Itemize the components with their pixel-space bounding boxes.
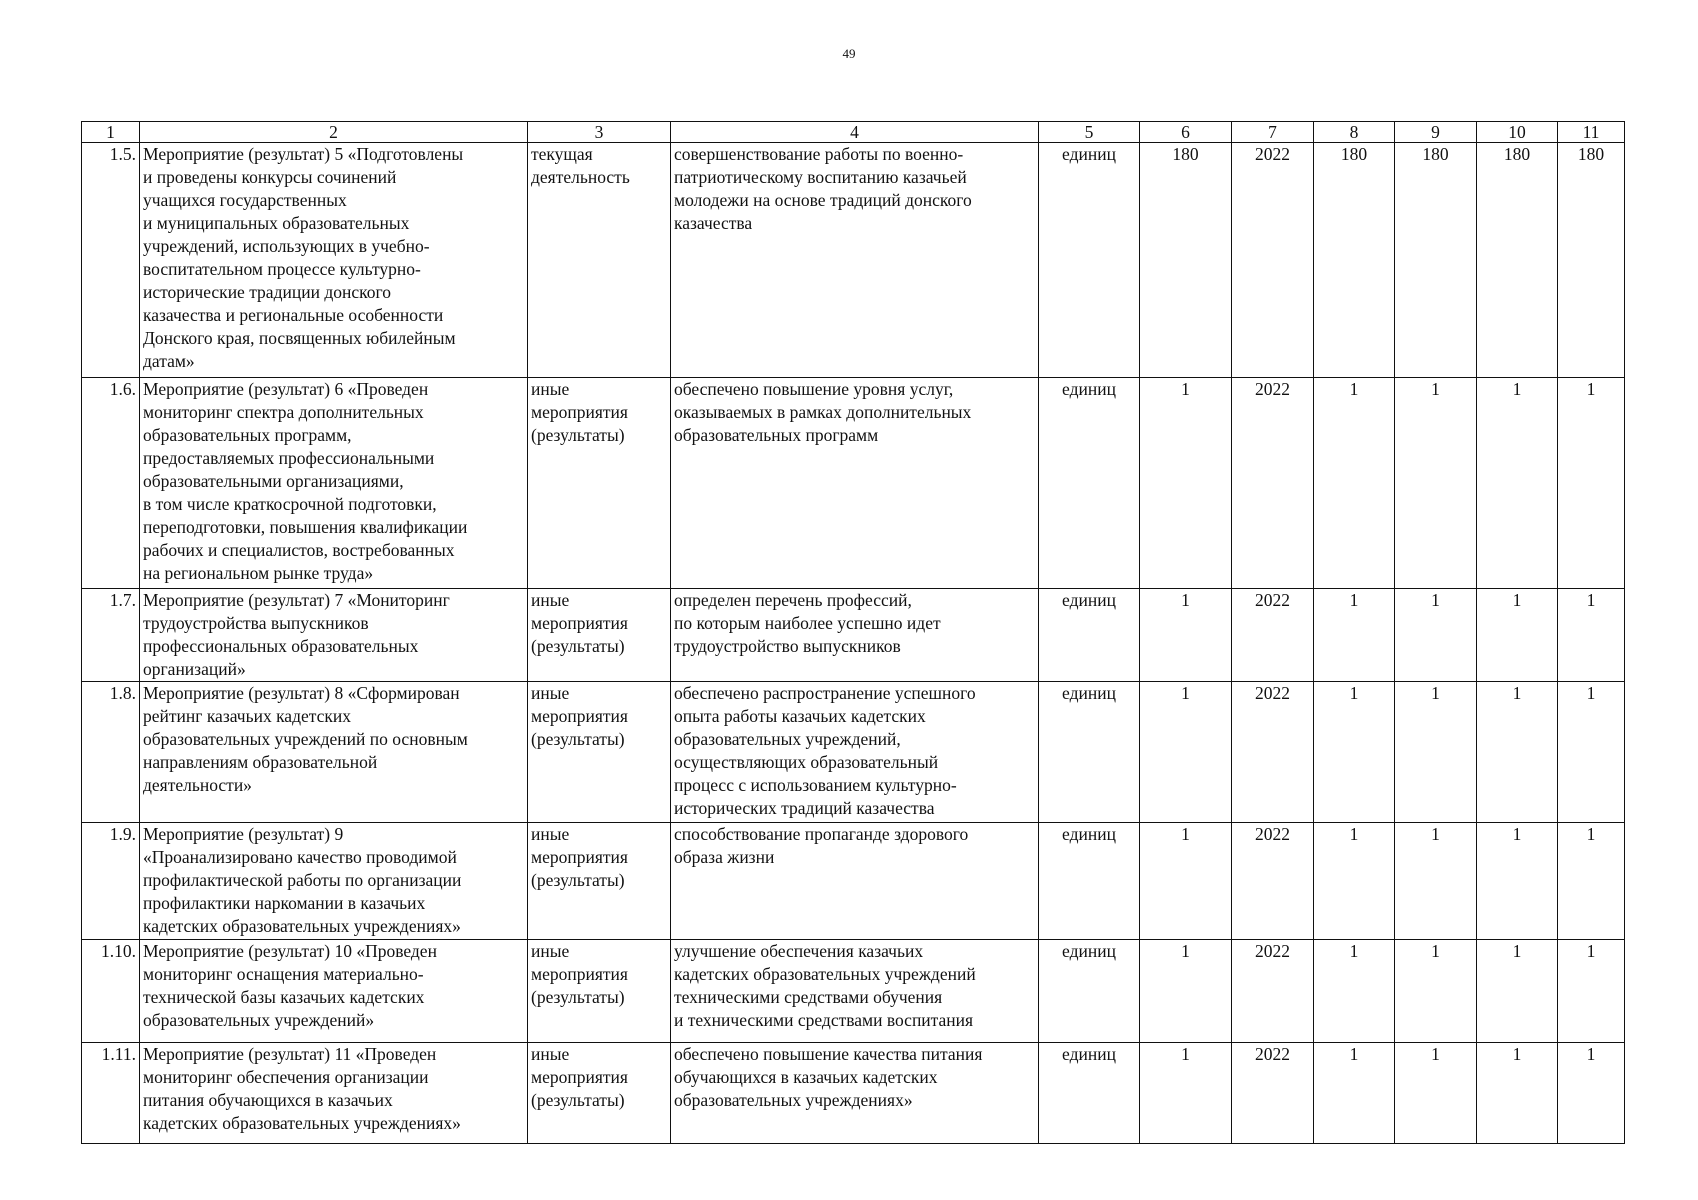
base-value-cell: 1 (1140, 682, 1232, 823)
value-cell: 1 (1314, 682, 1395, 823)
event-cell: Мероприятие (результат) 8 «Сформирован рейтинг казачьих кадетских образовательных учреждений по основным направлениям образовательной деятельности» (140, 682, 528, 823)
result-cell: обеспечено повышение уровня услуг, оказываемых в рамках дополнительных образовательных программ (671, 378, 1039, 589)
column-header: 8 (1314, 122, 1395, 143)
base-year-cell: 2022 (1232, 940, 1314, 1043)
value-cell: 1 (1477, 682, 1558, 823)
result-cell: улучшение обеспечения казачьих кадетских образовательных учреждений техническими средствами обучения и техническими средствами воспитания (671, 940, 1039, 1043)
base-year-cell: 2022 (1232, 589, 1314, 682)
base-year-cell: 2022 (1232, 378, 1314, 589)
table-row (82, 682, 1625, 823)
value-cell: 1 (1395, 940, 1477, 1043)
column-header: 6 (1140, 122, 1232, 143)
column-header: 9 (1395, 122, 1477, 143)
value-cell: 1 (1477, 823, 1558, 940)
type-cell: иные мероприятия (результаты) (528, 823, 671, 940)
base-value-cell: 1 (1140, 589, 1232, 682)
value-cell: 1 (1314, 378, 1395, 589)
table-row (82, 378, 1625, 589)
unit-cell: единиц (1039, 143, 1140, 378)
measures-table (81, 121, 1625, 1144)
table-row (82, 589, 1625, 682)
row-number: 1.10. (82, 940, 140, 1043)
value-cell: 180 (1395, 143, 1477, 378)
row-number: 1.9. (82, 823, 140, 940)
event-cell: Мероприятие (результат) 5 «Подготовлены и проведены конкурсы сочинений учащихся государственных и муниципальных образовательных учреждений, использующих в учебно- воспитательном процессе культурно- исторические традиции донского казачества и региональные особенности Донского края, посвященных юбилейным датам» (140, 143, 528, 378)
value-cell: 1 (1558, 682, 1625, 823)
event-cell: Мероприятие (результат) 7 «Мониторинг трудоустройства выпускников профессиональных образовательных организаций» (140, 589, 528, 682)
value-cell: 1 (1558, 823, 1625, 940)
event-cell: Мероприятие (результат) 11 «Проведен мониторинг обеспечения организации питания обучающихся в казачьих кадетских образовательных учреждениях» (140, 1043, 528, 1144)
base-year-cell: 2022 (1232, 682, 1314, 823)
value-cell: 1 (1395, 823, 1477, 940)
event-cell: Мероприятие (результат) 9 «Проанализировано качество проводимой профилактической работы по организации профилактики наркомании в казачьих кадетских образовательных учреждениях» (140, 823, 528, 940)
base-value-cell: 1 (1140, 940, 1232, 1043)
result-cell: обеспечено распространение успешного опыта работы казачьих кадетских образовательных учреждений, осуществляющих образовательный процесс с использованием культурно- исторических традиций казачества (671, 682, 1039, 823)
row-number: 1.7. (82, 589, 140, 682)
column-header: 5 (1039, 122, 1140, 143)
value-cell: 1 (1477, 589, 1558, 682)
row-number: 1.8. (82, 682, 140, 823)
column-header: 4 (671, 122, 1039, 143)
value-cell: 1 (1558, 378, 1625, 589)
result-cell: обеспечено повышение качества питания обучающихся в казачьих кадетских образовательных учреждениях» (671, 1043, 1039, 1144)
base-year-cell: 2022 (1232, 1043, 1314, 1144)
type-cell: иные мероприятия (результаты) (528, 378, 671, 589)
base-year-cell: 2022 (1232, 143, 1314, 378)
base-value-cell: 1 (1140, 1043, 1232, 1144)
table-row (82, 940, 1625, 1043)
column-header: 1 (82, 122, 140, 143)
unit-cell: единиц (1039, 940, 1140, 1043)
value-cell: 1 (1558, 940, 1625, 1043)
event-cell: Мероприятие (результат) 6 «Проведен мониторинг спектра дополнительных образовательных программ, предоставляемых профессиональными образовательными организациями, в том числе краткосрочной подготовки, переподготовки, повышения квалификации рабочих и специалистов, востребованных на региональном рынке труда» (140, 378, 528, 589)
page-number: 49 (842, 46, 856, 61)
value-cell: 1 (1314, 1043, 1395, 1144)
type-cell: иные мероприятия (результаты) (528, 589, 671, 682)
column-header: 7 (1232, 122, 1314, 143)
row-number: 1.6. (82, 378, 140, 589)
value-cell: 180 (1558, 143, 1625, 378)
value-cell: 1 (1314, 940, 1395, 1043)
unit-cell: единиц (1039, 589, 1140, 682)
result-cell: совершенствование работы по военно- патриотическому воспитанию казачьей молодежи на основе традиций донского казачества (671, 143, 1039, 378)
value-cell: 180 (1314, 143, 1395, 378)
table-row (82, 823, 1625, 940)
unit-cell: единиц (1039, 1043, 1140, 1144)
column-header: 3 (528, 122, 671, 143)
value-cell: 1 (1558, 589, 1625, 682)
column-header: 10 (1477, 122, 1558, 143)
row-number: 1.11. (82, 1043, 140, 1144)
value-cell: 1 (1477, 1043, 1558, 1144)
table-row (82, 143, 1625, 378)
base-value-cell: 1 (1140, 823, 1232, 940)
row-number: 1.5. (82, 143, 140, 378)
type-cell: иные мероприятия (результаты) (528, 940, 671, 1043)
column-header: 11 (1558, 122, 1625, 143)
result-cell: определен перечень профессий, по которым наиболее успешно идет трудоустройство выпускников (671, 589, 1039, 682)
table-row (82, 1043, 1625, 1144)
type-cell: иные мероприятия (результаты) (528, 682, 671, 823)
type-cell: текущая деятельность (528, 143, 671, 378)
value-cell: 1 (1395, 589, 1477, 682)
value-cell: 1 (1395, 378, 1477, 589)
unit-cell: единиц (1039, 682, 1140, 823)
type-cell: иные мероприятия (результаты) (528, 1043, 671, 1144)
result-cell: способствование пропаганде здорового образа жизни (671, 823, 1039, 940)
column-header: 2 (140, 122, 528, 143)
base-value-cell: 1 (1140, 378, 1232, 589)
base-value-cell: 180 (1140, 143, 1232, 378)
unit-cell: единиц (1039, 823, 1140, 940)
unit-cell: единиц (1039, 378, 1140, 589)
value-cell: 1 (1395, 1043, 1477, 1144)
value-cell: 1 (1558, 1043, 1625, 1144)
base-year-cell: 2022 (1232, 823, 1314, 940)
value-cell: 1 (1395, 682, 1477, 823)
value-cell: 1 (1314, 823, 1395, 940)
value-cell: 180 (1477, 143, 1558, 378)
value-cell: 1 (1477, 378, 1558, 589)
value-cell: 1 (1477, 940, 1558, 1043)
value-cell: 1 (1314, 589, 1395, 682)
event-cell: Мероприятие (результат) 10 «Проведен мониторинг оснащения материально- технической базы казачьих кадетских образовательных учреждений» (140, 940, 528, 1043)
table-header-row (82, 122, 1625, 143)
